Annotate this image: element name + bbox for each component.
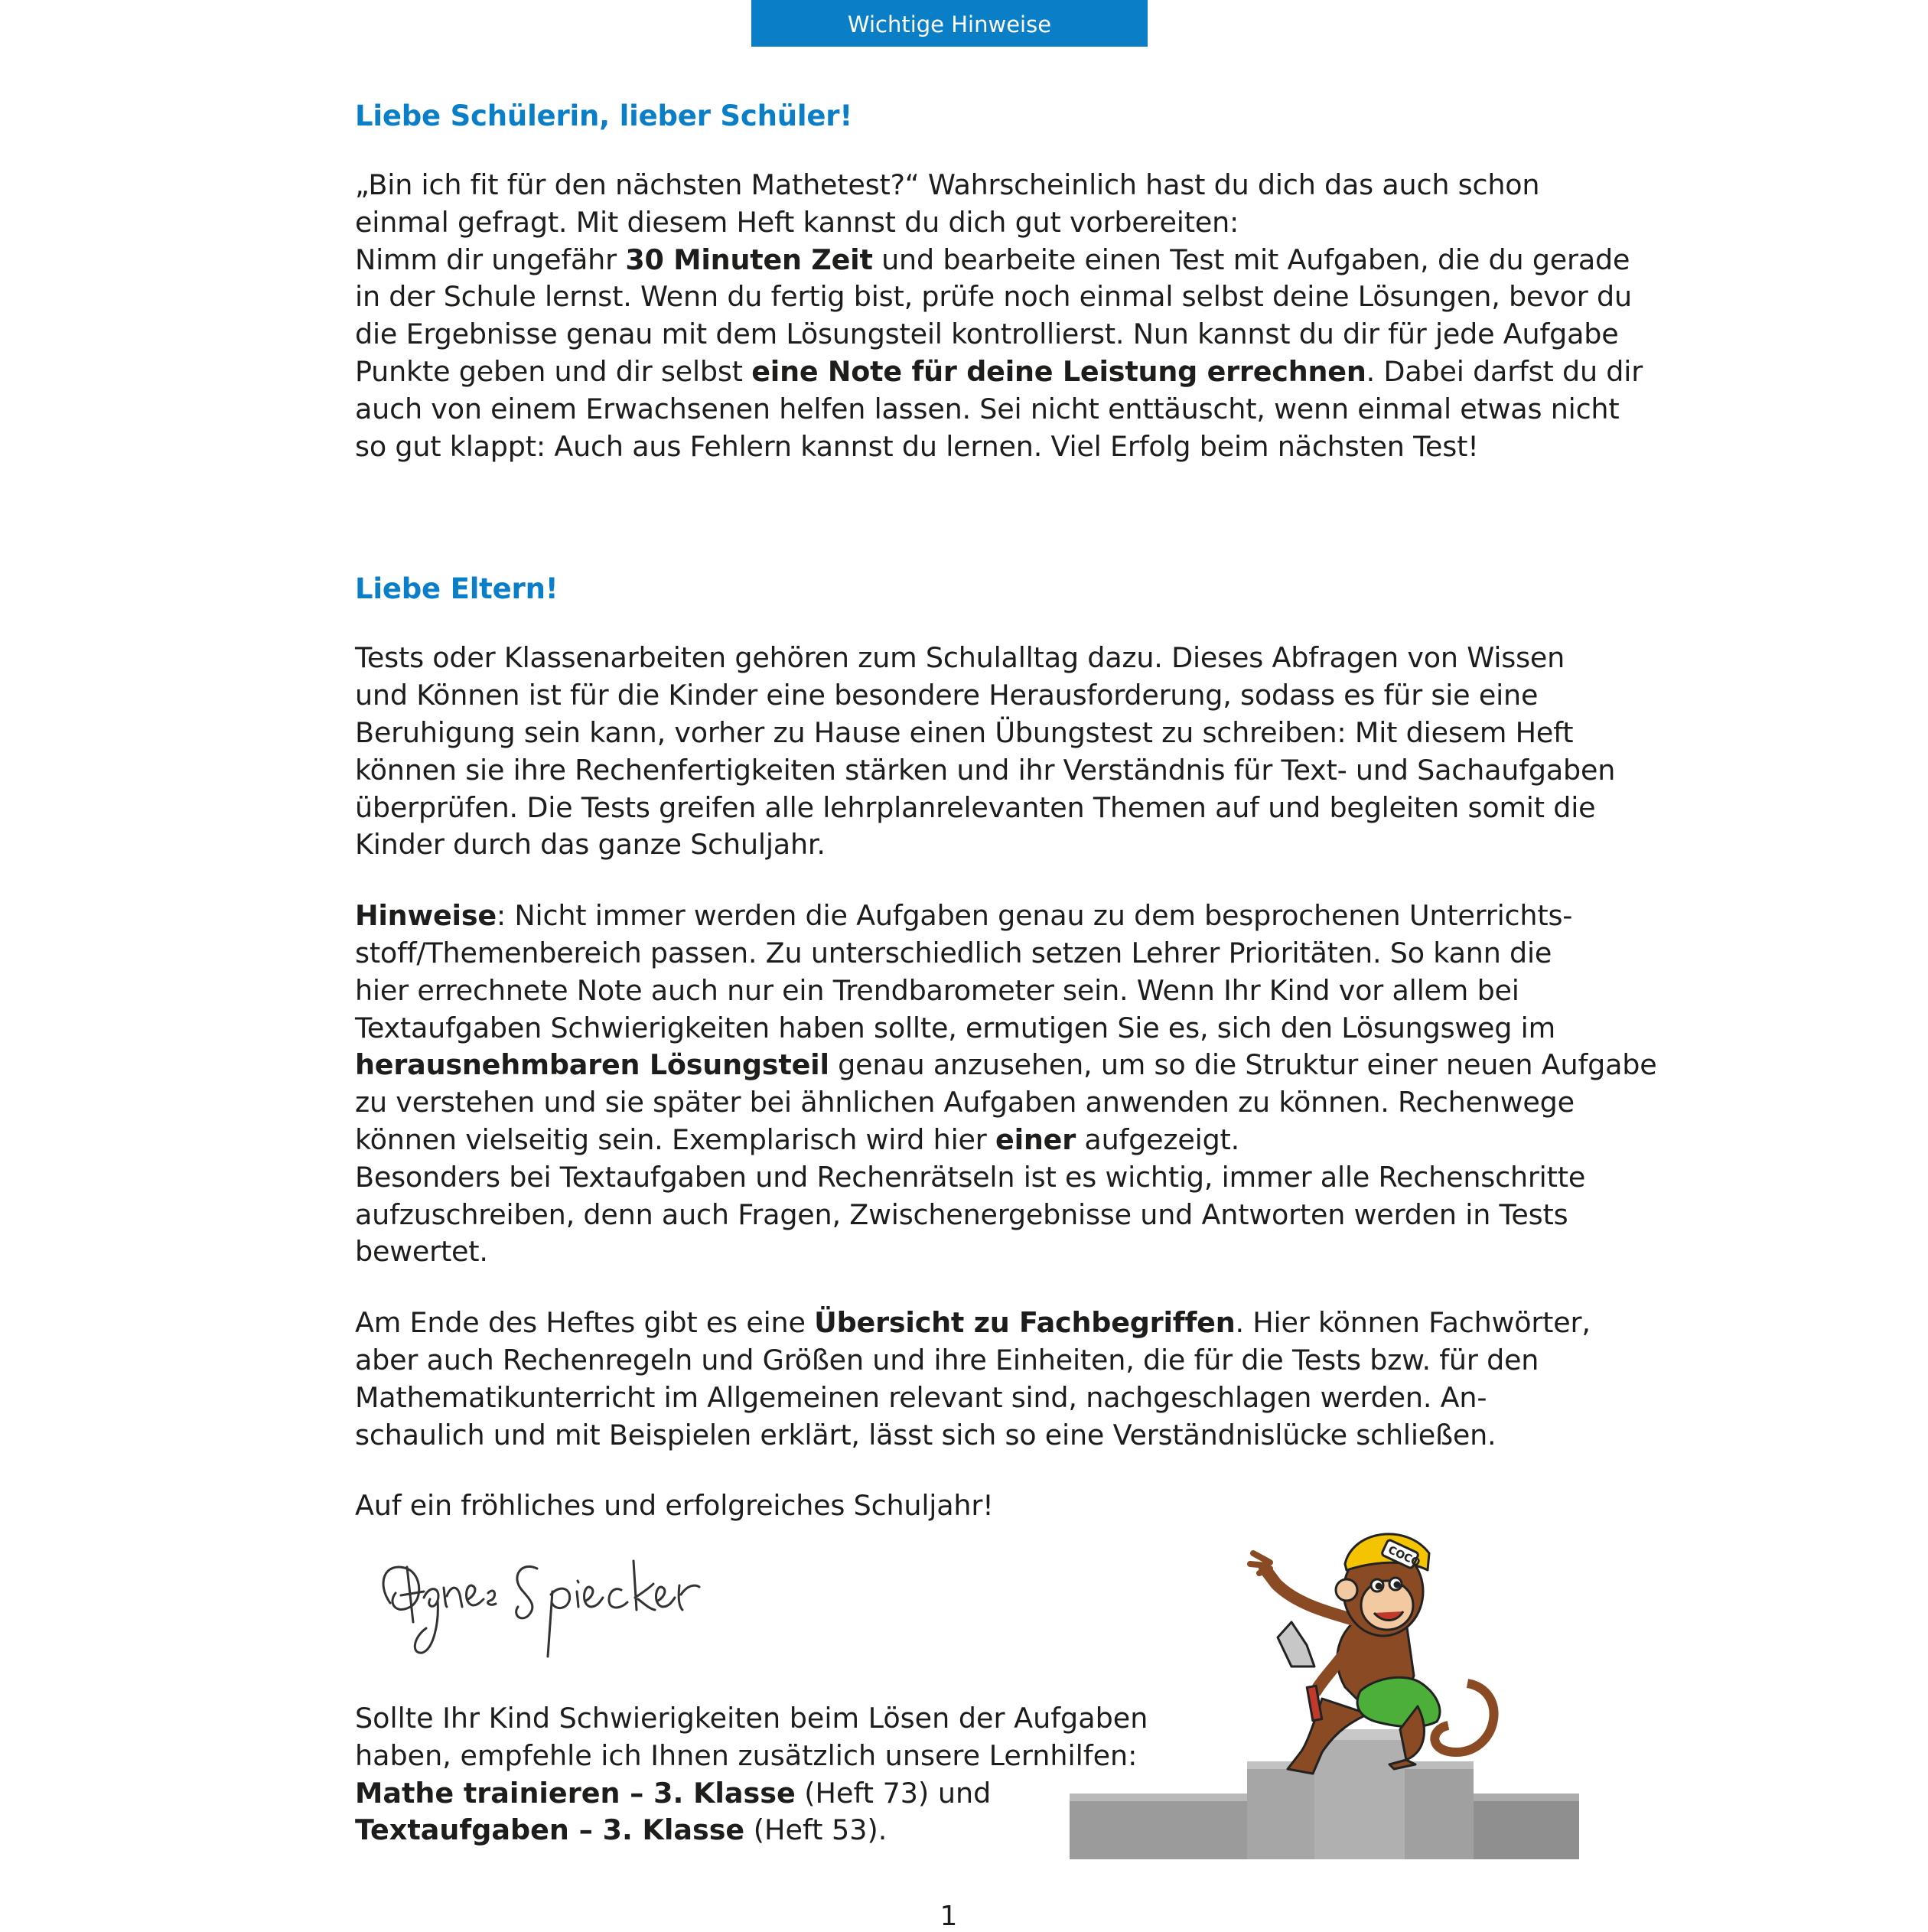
text-line: zu verstehen und sie später bei ähnlichen Aufgaben anwenden zu können. Rechenwege: [355, 1086, 1575, 1119]
text-line: die Ergebnisse genau mit dem Lösungsteil kontrollierst. Nun kannst du dir für jede Aufgabe: [355, 318, 1619, 351]
recommended-book-2: Textaufgaben – 3. Klasse (Heft 53).: [355, 1813, 887, 1847]
helmet-label: COCO: [1386, 1543, 1422, 1570]
section-header-label: Wichtige Hinweise: [847, 11, 1052, 37]
text-line: „Bin ich fit für den nächsten Mathetest?“ Wahrscheinlich hast du dich das auch schon: [355, 168, 1540, 201]
text-line: Am Ende des Heftes gibt es eine Übersicht zu Fachbegriffen. Hier können Fachwörter,: [355, 1306, 1591, 1340]
text-line: schaulich und mit Beispielen erklärt, lässt sich so eine Verständnislücke schließen.: [355, 1418, 1496, 1451]
closing-line: Auf ein fröhliches und erfolgreiches Schuljahr!: [355, 1489, 994, 1523]
text-line: haben, empfehle ich Ihnen zusätzlich unsere Lernhilfen:: [355, 1738, 1138, 1772]
bold-hints-label: Hinweise: [355, 899, 497, 933]
handwritten-signature: [353, 1530, 705, 1676]
text-line: Sollte Ihr Kind Schwierigkeiten beim Lösen der Aufgaben: [355, 1702, 1148, 1735]
page-number: 1: [940, 1901, 958, 1932]
text-line: Punkte geben und dir selbst eine Note für deine Leistung errechnen. Dabei darfst du dir: [355, 354, 1643, 388]
text-line: überprüfen. Die Tests greifen alle lehrplanrelevanten Themen auf und begleiten somit die: [355, 790, 1596, 824]
text-line: Hinweise: Nicht immer werden die Aufgaben genau zu dem besprochenen Unterrichts-: [355, 899, 1573, 933]
text-line: bewertet.: [355, 1235, 488, 1269]
text-line: können vielseitig sein. Exemplarisch wird hier einer aufgezeigt.: [355, 1122, 1240, 1156]
text-line: Besonders bei Textaufgaben und Rechenrätseln ist es wichtig, immer alle Rechenschritte: [355, 1160, 1586, 1194]
parents-paragraph-intro: [355, 640, 1616, 864]
text-line: einmal gefragt. Mit diesem Heft kannst du dich gut vorbereiten:: [355, 205, 1239, 239]
text-line: herausnehmbaren Lösungsteil genau anzusehen, um so die Struktur einer neuen Aufgabe: [355, 1048, 1657, 1082]
text-line: Textaufgaben Schwierigkeiten haben sollte, ermutigen Sie es, sich den Lösungsweg im: [355, 1011, 1555, 1044]
monkey-mascot-illustration: [1070, 1500, 1579, 1859]
bold-glossary: Übersicht zu Fachbegriffen: [814, 1306, 1236, 1340]
text-line: stoff/Themenbereich passen. Zu unterschiedlich setzen Lehrer Prioritäten. So kann die: [355, 936, 1552, 969]
text-line: so gut klappt: Auch aus Fehlern kannst du lernen. Viel Erfolg beim nächsten Test!: [355, 429, 1479, 463]
text-line: aufzuschreiben, denn auch Fragen, Zwischenergebnisse und Antworten werden in Tests: [355, 1197, 1568, 1231]
bold-grade-hint: eine Note für deine Leistung errechnen: [751, 354, 1366, 388]
text-line: auch von einem Erwachsenen helfen lassen. Sei nicht enttäuscht, wenn einmal etwas nicht: [355, 392, 1620, 425]
students-heading: Liebe Schülerin, lieber Schüler!: [355, 99, 852, 132]
students-paragraph: [355, 167, 1643, 465]
text-line: Mathematikunterricht im Allgemeinen relevant sind, nachgeschlagen werden. An-: [355, 1380, 1487, 1414]
parents-paragraph-hints: [355, 898, 1657, 1271]
text-line: hier errechnete Note auch nur ein Trendbarometer sein. Wenn Ihr Kind vor allem bei: [355, 973, 1519, 1007]
text-line: aber auch Rechenregeln und Größen und ihre Einheiten, die für die Tests bzw. für den: [355, 1343, 1539, 1377]
parents-heading: Liebe Eltern!: [355, 572, 559, 606]
parents-paragraph-glossary: [355, 1305, 1591, 1454]
text-line: in der Schule lernst. Wenn du fertig bist, prüfe noch einmal selbst deine Lösungen, bevor du: [355, 280, 1632, 314]
text-line: Kinder durch das ganze Schuljahr.: [355, 828, 826, 862]
text-line: und Können ist für die Kinder eine besondere Herausforderung, sodass es für sie eine: [355, 679, 1539, 712]
bold-solution-part: herausnehmbaren Lösungsteil: [355, 1048, 829, 1082]
text-line: Nimm dir ungefähr 30 Minuten Zeit und bearbeite einen Test mit Aufgaben, die du gerade: [355, 243, 1630, 276]
bold-one: einer: [995, 1122, 1076, 1156]
section-header-tab: [751, 0, 1148, 47]
text-line: Tests oder Klassenarbeiten gehören zum Schulalltag dazu. Dieses Abfragen von Wissen: [355, 641, 1565, 675]
text-line: können sie ihre Rechenfertigkeiten stärken und ihr Verständnis für Text- und Sachaufgaben: [355, 753, 1616, 787]
page-content: [355, 98, 1657, 1525]
bold-time-hint: 30 Minuten Zeit: [625, 243, 873, 276]
recommendation-block: [355, 1700, 1148, 1849]
recommended-book-1: Mathe trainieren – 3. Klasse (Heft 73) und: [355, 1776, 992, 1810]
text-line: Beruhigung sein kann, vorher zu Hause einen Übungstest zu schreiben: Mit diesem Heft: [355, 715, 1574, 749]
